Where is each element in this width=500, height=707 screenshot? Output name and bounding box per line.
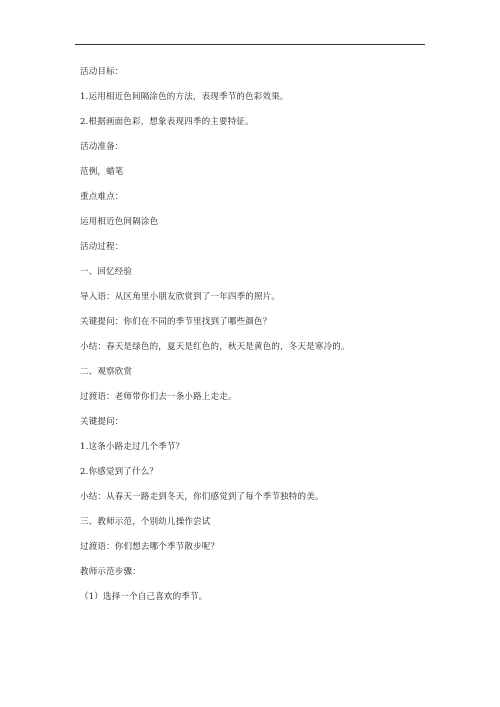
document-body [80, 60, 425, 610]
heading-activity-process: 活动过程： [80, 242, 124, 252]
section-3-step-1: （1）选择一个自己喜欢的季节。 [80, 592, 208, 602]
section-2-transition: 过渡语：老师带你们去一条小路上走走。 [80, 392, 237, 402]
section-2-summary: 小结：从春天一路走到冬天，你们感觉到了每个季节独特的美。 [80, 492, 324, 502]
header-rule [75, 44, 425, 45]
section-2-question-1: 1.这条小路走过几个季节？ [80, 442, 185, 452]
goal-item-2: 2.根据画面色彩，想象表现四季的主要特征。 [80, 117, 254, 127]
section-3-steps-label: 教师示范步骤： [80, 567, 141, 577]
preparation-text: 范例，蜡笔 [80, 167, 124, 177]
section-2-title: 二、观察欣赏 [80, 367, 133, 377]
section-2-question-2: 2.你感觉到了什么？ [80, 467, 159, 477]
section-3-transition: 过渡语：你们想去哪个季节散步呢？ [80, 542, 220, 552]
heading-activity-preparation: 活动准备： [80, 142, 124, 152]
heading-activity-goals: 活动目标： [80, 67, 124, 77]
section-1-summary: 小结：春天是绿色的，夏天是红色的，秋天是黄色的，冬天是寒冷的。 [80, 342, 350, 352]
section-1-intro: 导入语：从区角里小朋友欣赏到了一年四季的照片。 [80, 292, 281, 302]
heading-key-difficulties: 重点难点： [80, 192, 124, 202]
section-1-question: 关键提问：你们在不同的季节里找到了哪些颜色？ [80, 317, 272, 327]
section-2-question-label: 关键提问： [80, 417, 124, 427]
section-3-title: 三、教师示范，个别幼儿操作尝试 [80, 517, 211, 527]
section-1-title: 一、回忆经验 [80, 267, 133, 277]
key-difficulties-text: 运用相近色间隔涂色 [80, 217, 159, 227]
goal-item-1: 1.运用相近色间隔涂色的方法，表现季节的色彩效果。 [80, 92, 289, 102]
